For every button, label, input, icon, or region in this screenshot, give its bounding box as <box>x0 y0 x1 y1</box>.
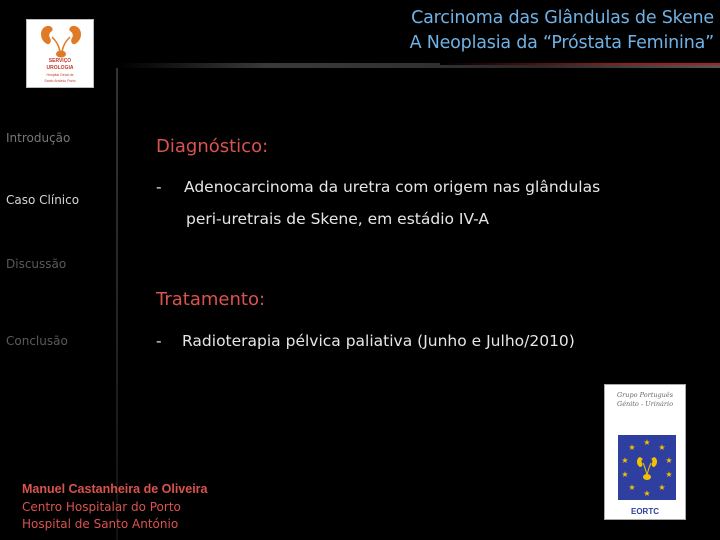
svg-text:★: ★ <box>665 456 673 465</box>
svg-text:★: ★ <box>643 438 651 447</box>
treatment-dash: - <box>156 332 162 350</box>
logo-line1: SERVIÇO <box>48 58 72 64</box>
urology-service-logo <box>26 19 94 88</box>
svg-text:★: ★ <box>665 470 673 479</box>
svg-text:★: ★ <box>621 470 629 479</box>
svg-text:★: ★ <box>643 489 651 498</box>
slide-title <box>410 6 714 56</box>
logo2-line1: Grupo Português <box>616 391 674 399</box>
nav-item-discussao[interactable]: Discussão <box>6 257 67 271</box>
logo2-line2: Génito - Urinário <box>617 400 673 408</box>
diagnosis-heading: Diagnóstico: <box>156 136 269 157</box>
treatment-heading: Tratamento: <box>156 289 266 310</box>
nav-item-conclusao[interactable]: Conclusão <box>6 334 68 348</box>
logo-line2: UROLOGIA <box>46 65 74 71</box>
diagnosis-dash: - <box>156 178 162 196</box>
svg-text:★: ★ <box>658 483 666 492</box>
diagnosis-line1: Adenocarcinoma da uretra com origem nas glândulas <box>184 178 601 196</box>
svg-text:★: ★ <box>628 443 636 452</box>
slide-title-line2: A Neoplasia da “Próstata Feminina” <box>409 33 714 53</box>
logo2-bottom-text: EORTC <box>631 507 659 516</box>
svg-text:★: ★ <box>658 443 666 452</box>
svg-text:★: ★ <box>628 483 636 492</box>
institution-line1: Centro Hospitalar do Porto <box>22 500 181 514</box>
nav-item-caso-clinico[interactable]: Caso Clínico <box>6 193 80 207</box>
kidney-logo-icon <box>27 20 95 60</box>
title-divider-accent <box>440 63 720 65</box>
treatment-line1: Radioterapia pélvica paliativa (Junho e Julho/2010) <box>182 332 575 350</box>
gpgu-eortc-logo <box>604 384 686 520</box>
diagnosis-bullet <box>156 177 600 197</box>
logo2-top-text <box>605 391 685 409</box>
author-name: Manuel Castanheira de Oliveira <box>22 482 208 496</box>
treatment-bullet <box>156 331 575 351</box>
sidebar-divider <box>116 68 118 540</box>
nav-item-introducao[interactable]: Introdução <box>6 131 71 145</box>
slide-title-line1: Carcinoma das Glândulas de Skene <box>411 8 714 28</box>
logo2-blue-box <box>618 435 676 500</box>
star-ring-icon <box>618 435 676 500</box>
logo-line4: Santo António Porto <box>44 79 76 83</box>
institution-line2: Hospital de Santo António <box>22 517 179 531</box>
diagnosis-line2: peri-uretrais de Skene, em estádio IV-A <box>186 210 490 228</box>
svg-text:★: ★ <box>621 456 629 465</box>
logo-line3: Hospital Geral de <box>46 73 74 77</box>
